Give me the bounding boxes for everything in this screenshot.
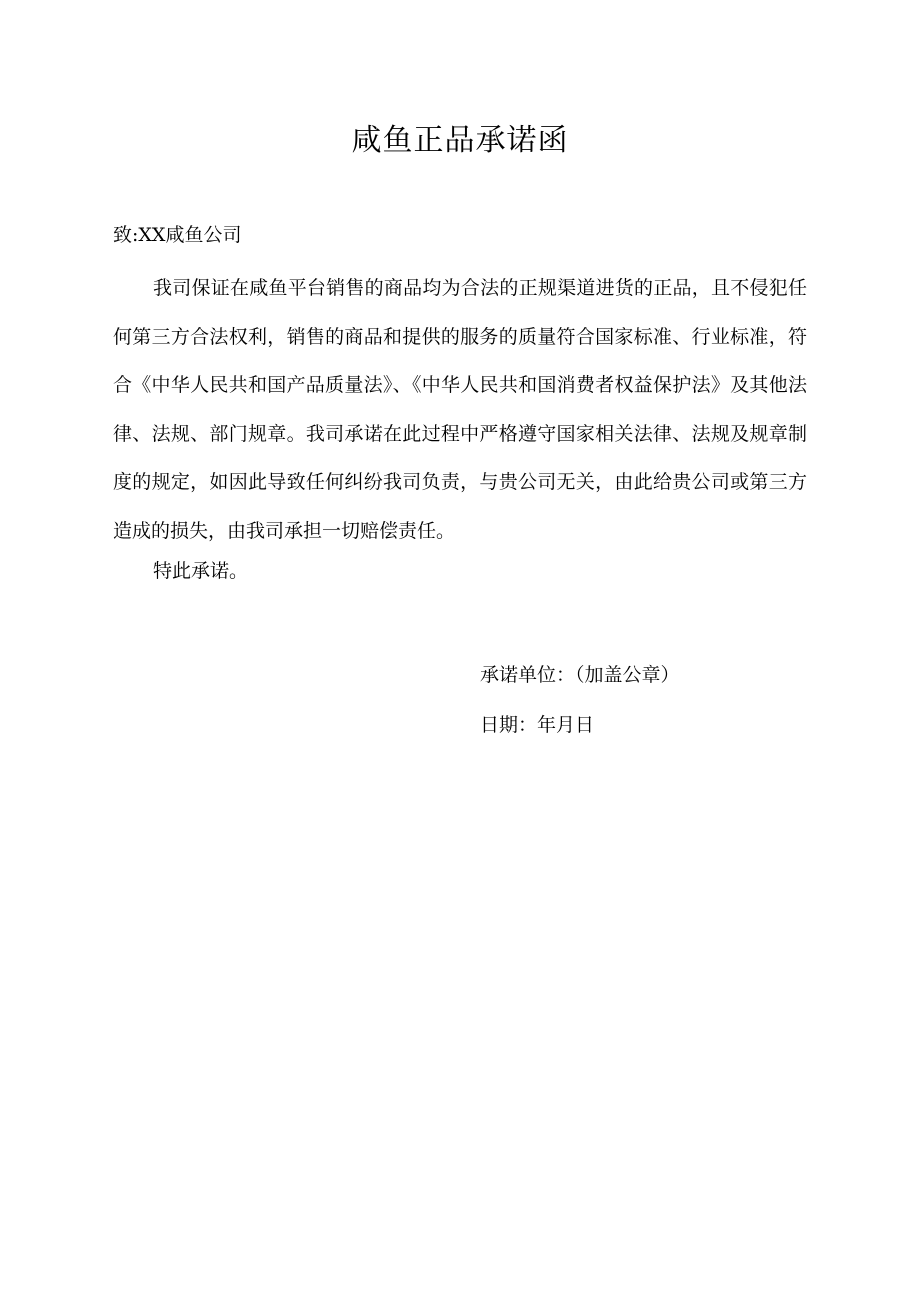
closing-line: 特此承诺。 [153,560,249,582]
document-title: 咸鱼正品承诺函 [351,123,569,158]
signature-unit: 承诺单位：（加盖公章） [480,664,680,686]
signature-date: 日期：年月日 [480,714,595,736]
recipient-line: 致:XX咸鱼公司 [113,224,242,246]
commitment-body: 我司保证在咸鱼平台销售的商品均为合法的正规渠道进货的正品，且不侵犯任何第三方合法权利，销售的商品和提供的服务的质量符合国家标准、行业标准，符合《中华人民共和国产品质量法》、《中华人民共和国消费者权益保护法》及其他法律、法规、部门规章。我司承诺在此过程中严格遵守国家相关法律、法规及规章制度的规定，如因此导致任何纠纷我司负责，与贵公司无关，由此给贵公司或第三方造成的损失，由我司承担一切赔偿责任。 [113,277,807,542]
